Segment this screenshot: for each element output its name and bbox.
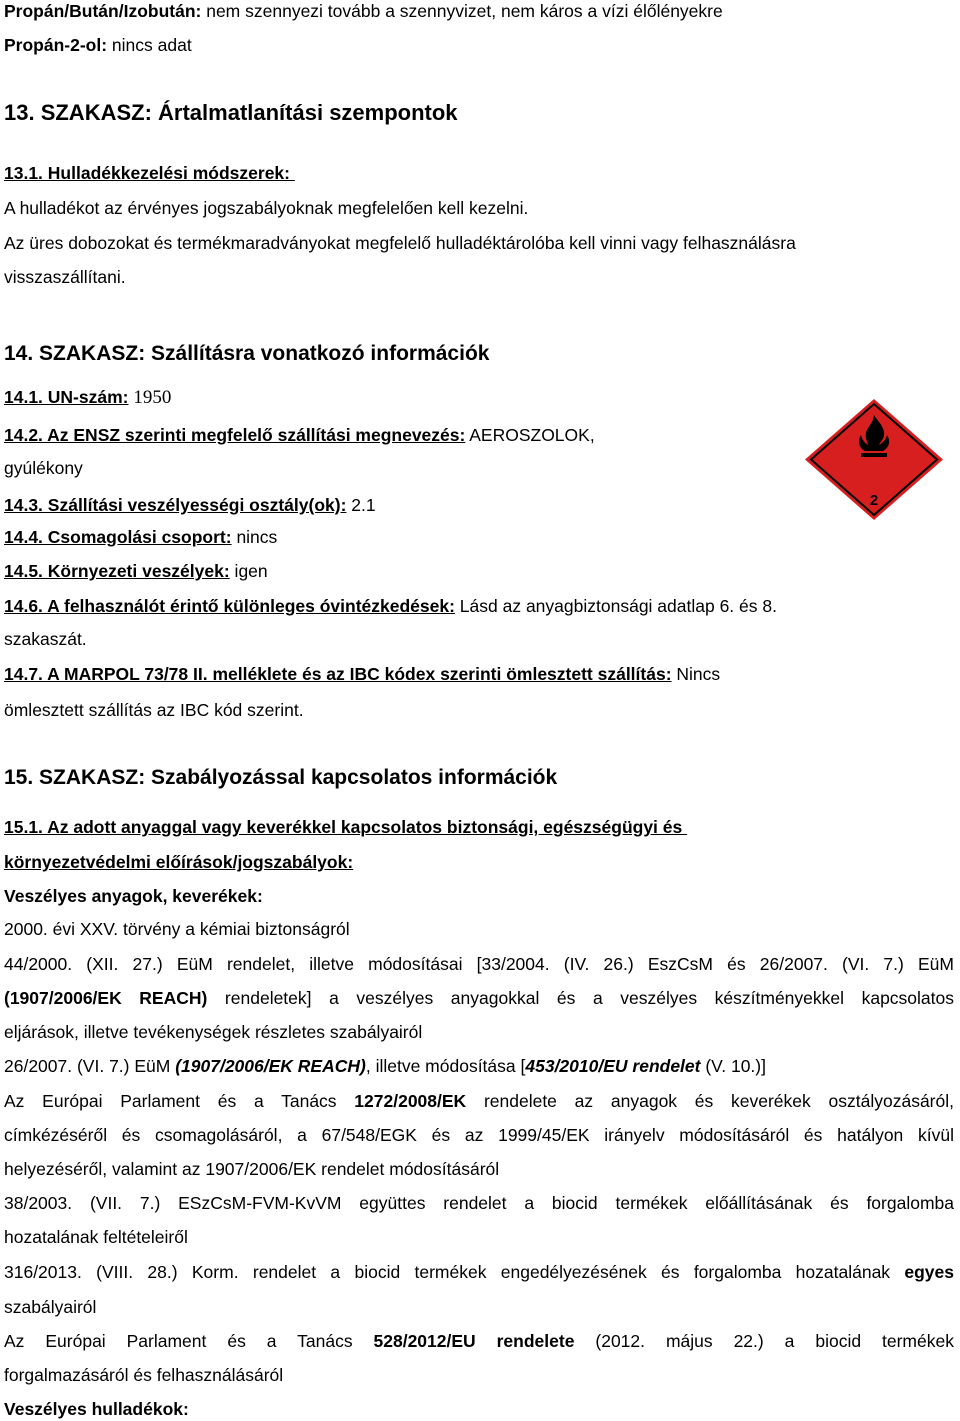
regulation-line-11 xyxy=(4,1261,954,1283)
precautions-value: Lásd az anyagbiztonsági adatlap 6. és 8. xyxy=(454,596,777,616)
section-13-heading: 13. SZAKASZ: Ártalmatlanítási szempontok xyxy=(4,100,458,125)
r5-c: , illetve módosítása [ xyxy=(365,1056,526,1076)
section-14-6-cont: szakaszát. xyxy=(4,629,87,649)
flammable-gas-hazard-label xyxy=(804,398,944,521)
env-label-propanol: Propán-2-ol: xyxy=(4,35,108,55)
section-15-heading: 15. SZAKASZ: Szabályozással kapcsolatos információk xyxy=(4,766,558,789)
regulation-line-7: címkézéséről és csomagolásáról, a 67/548/EGK és az 1999/45/EK irányelv módosításáról és hatályon kívül xyxy=(4,1125,954,1145)
section-13-p2b: visszaszállítani. xyxy=(4,267,126,287)
reach-ref: (1907/2006/EK REACH) xyxy=(4,988,208,1008)
r6-b: 1272/2008/EK xyxy=(354,1091,467,1111)
regulation-line-1: 2000. évi XXV. törvény a kémiai biztonságról xyxy=(4,919,350,939)
regulation-line-4: eljárások, illetve tevékenységek részletes szabályairól xyxy=(4,1022,423,1042)
r13-b: 528/2012/EU rendelete xyxy=(373,1331,575,1351)
hazardous-waste-heading: Veszélyes hulladékok: xyxy=(4,1399,189,1419)
env-text-propane: nem szennyezi tovább a szennyvizet, nem káros a vízi élőlényekre xyxy=(201,1,723,21)
r13-a: Az Európai Parlament és a Tanács xyxy=(4,1331,374,1351)
section-14-7-cont: ömlesztett szállítás az IBC kód szerint. xyxy=(4,700,304,720)
regulation-line-12: szabályairól xyxy=(4,1297,97,1317)
env-text-propanol: nincs adat xyxy=(107,35,192,55)
shipping-name-label: 14.2. Az ENSZ szerinti megfelelő szállítási megnevezés: xyxy=(4,425,466,445)
r5-e: (V. 10.)] xyxy=(700,1056,766,1076)
regulation-line-10: hozatalának feltételeiről xyxy=(4,1227,188,1247)
shipping-name-value: AEROSZOLOK, xyxy=(465,425,595,445)
un-number-value: 1950 xyxy=(133,387,172,408)
r5-d: 453/2010/EU rendelet xyxy=(525,1056,701,1076)
section-14-6 xyxy=(4,595,954,617)
marpol-label: 14.7. A MARPOL 73/78 II. melléklete és az IBC kódex szerinti ömlesztett szállítás: xyxy=(4,664,672,684)
r6-c: rendelete az anyagok és keverékek osztályozásáról, xyxy=(466,1091,954,1111)
regulation-line-2: 44/2000. (XII. 27.) EüM rendelet, illetve módosításai [33/2004. (IV. 26.) EszCsM és 26/2007. (VI. 7.) EüM xyxy=(4,954,954,974)
section-13-p2a: Az üres dobozokat és termékmaradványokat megfelelő hulladéktárolóba kell vinni vagy felhasználásra xyxy=(4,233,796,253)
section-14-5 xyxy=(4,560,954,582)
un-number-label: 14.1. UN-szám: xyxy=(4,387,129,407)
dangerous-substances-heading: Veszélyes anyagok, keverékek: xyxy=(4,886,263,906)
section-14-4 xyxy=(4,526,954,548)
r11-b: egyes xyxy=(904,1262,954,1282)
env-label-propane: Propán/Bután/Izobután: xyxy=(4,1,202,21)
section-14-heading: 14. SZAKASZ: Szállításra vonatkozó információk xyxy=(4,342,490,365)
regulation-line-6 xyxy=(4,1090,954,1112)
packing-group-label: 14.4. Csomagolási csoport: xyxy=(4,527,232,547)
hazard-class-number: 2 xyxy=(869,492,879,509)
regulation-line-14: forgalmazásáról és felhasználásáról xyxy=(4,1365,284,1385)
precautions-label: 14.6. A felhasználót érintő különleges óvintézkedések: xyxy=(4,596,455,616)
r5-a: 26/2007. (VI. 7.) EüM xyxy=(4,1056,176,1076)
section-15-1-heading-b: környezetvédelmi előírások/jogszabályok: xyxy=(4,852,354,872)
hazard-class-value: 2.1 xyxy=(346,495,376,515)
env-line-1 xyxy=(4,0,954,22)
regulation-line-13 xyxy=(4,1330,954,1352)
r6-a: Az Európai Parlament és a Tanács xyxy=(4,1091,355,1111)
r13-c: (2012. május 22.) a biocid termékek xyxy=(574,1331,954,1351)
regulation-line-3-text: rendeletek] a veszélyes anyagokkal és a veszélyes készítményekkel kapcsolatos xyxy=(207,988,955,1008)
r5-b: (1907/2006/EK REACH) xyxy=(175,1056,366,1076)
section-13-p1: A hulladékot az érvényes jogszabályoknak megfelelően kell kezelni. xyxy=(4,198,529,218)
section-13-1-heading: 13.1. Hulladékkezelési módszerek: xyxy=(4,163,295,183)
section-15-1-heading-a: 15.1. Az adott anyaggal vagy keverékkel kapcsolatos biztonsági, egészségügyi és xyxy=(4,817,688,837)
section-14-7 xyxy=(4,663,954,685)
r11-a: 316/2013. (VIII. 28.) Korm. rendelet a biocid termékek engedélyezésének és forgalomba hozatalának xyxy=(4,1262,905,1282)
marpol-value: Nincs xyxy=(671,664,721,684)
regulation-line-9: 38/2003. (VII. 7.) ESzCsM-FVM-KvVM együttes rendelet a biocid termékek előállításának és forgalomba xyxy=(4,1193,954,1213)
env-hazards-value: igen xyxy=(229,561,268,581)
section-14-2-cont: gyúlékony xyxy=(4,458,83,478)
env-hazards-label: 14.5. Környezeti veszélyek: xyxy=(4,561,230,581)
packing-group-value: nincs xyxy=(231,527,278,547)
hazard-class-label: 14.3. Szállítási veszélyességi osztály(ok): xyxy=(4,495,347,515)
regulation-line-3 xyxy=(4,987,954,1009)
regulation-line-8: helyezéséről, valamint az 1907/2006/EK rendelet módosításáról xyxy=(4,1159,500,1179)
env-line-2 xyxy=(4,34,954,56)
regulation-line-5 xyxy=(4,1055,954,1077)
